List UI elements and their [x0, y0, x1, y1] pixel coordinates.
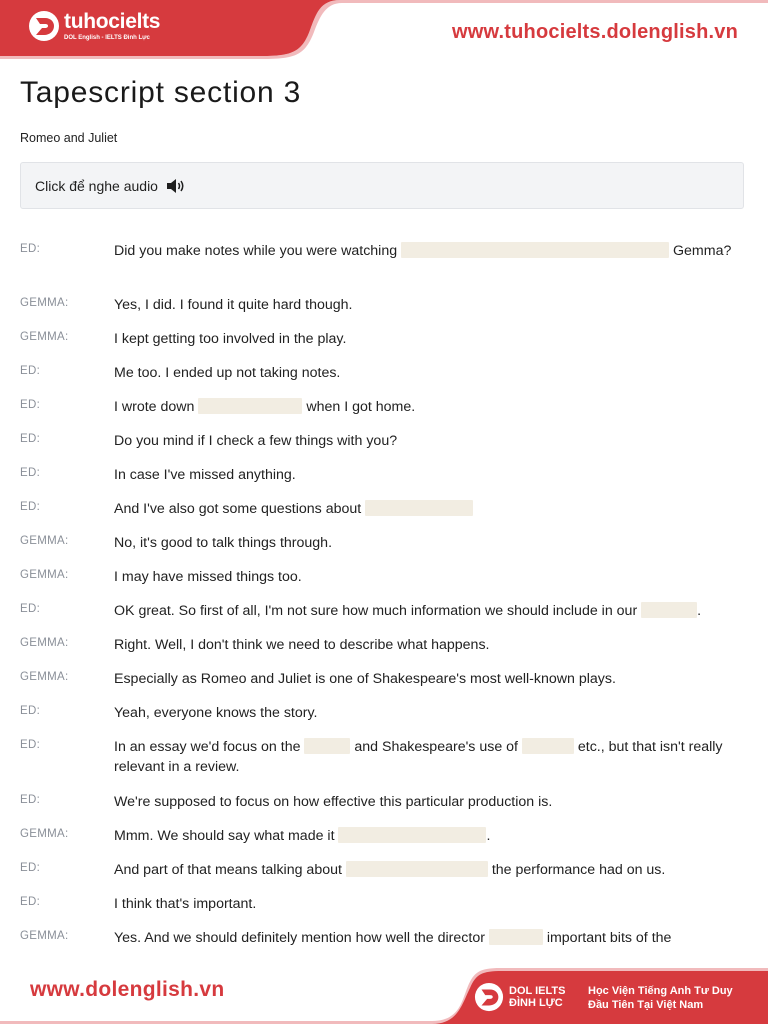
dialogue-text: [114, 792, 734, 812]
speaker-label: GEMMA:: [20, 535, 69, 547]
speaker-label: ED:: [20, 862, 41, 874]
dialogue-text-segment: Yes, I did. I found it quite hard though.: [114, 297, 353, 313]
dialogue-text-segment: Mmm. We should say what made it: [114, 828, 339, 844]
audio-label: Click để nghe audio: [35, 177, 158, 194]
footer-brand[interactable]: [474, 982, 565, 1012]
answer-blank[interactable]: [489, 929, 543, 945]
dialogue-text-segment: Gemma?: [669, 243, 732, 259]
speaker-label: ED:: [20, 433, 41, 445]
dialogue-text-segment: the performance had on us.: [487, 862, 666, 878]
page-header: [0, 0, 768, 60]
answer-blank[interactable]: [522, 738, 574, 754]
footer-tagline: [588, 984, 733, 1012]
dialogue-text: [114, 635, 734, 655]
dialogue-text-segment: when I got home.: [302, 399, 416, 415]
speaker-icon: [166, 178, 186, 194]
dialogue-text: [114, 669, 734, 689]
dialogue-text-segment: Yes. And we should definitely mention how well the director: [114, 930, 489, 946]
dialogue-text-segment: We're supposed to focus on how effective this particular production is.: [114, 794, 553, 810]
answer-blank[interactable]: [346, 861, 488, 877]
speaker-label: ED:: [20, 603, 41, 615]
dialogue-text: [114, 601, 734, 621]
brand-name: tuhocielts: [64, 9, 161, 33]
dialogue-text-segment: I think that's important.: [114, 896, 257, 912]
dialogue-text: [114, 928, 734, 948]
speaker-label: GEMMA:: [20, 828, 69, 840]
dialogue-text-segment: In case I've missed anything.: [114, 467, 296, 483]
speaker-label: ED:: [20, 794, 41, 806]
footer-brand-line2: ĐÌNH LỰC: [509, 997, 563, 1009]
page-subtitle: Romeo and Juliet: [20, 131, 118, 145]
dol-logo-icon: [28, 10, 60, 42]
dialogue-text: [114, 363, 734, 383]
dialogue-text-segment: .: [697, 603, 702, 619]
audio-play-button[interactable]: [20, 162, 744, 209]
dialogue-text-segment: important bits of the: [542, 930, 672, 946]
dialogue-text: [114, 737, 734, 777]
page-title: Tapescript section 3: [20, 76, 302, 109]
dialogue-text-segment: Yeah, everyone knows the story.: [114, 705, 318, 721]
dol-logo-icon: [474, 982, 504, 1012]
dialogue-text-segment: No, it's good to talk things through.: [114, 535, 333, 551]
dialogue-text: [114, 703, 734, 723]
dialogue-text-segment: And part of that means talking about: [114, 862, 346, 878]
dialogue-text: [114, 329, 734, 349]
dialogue-text-segment: Did you make notes while you were watching: [114, 243, 402, 259]
header-website-link[interactable]: www.tuhocielts.dolenglish.vn: [452, 21, 738, 43]
answer-blank[interactable]: [365, 500, 473, 516]
speaker-label: ED:: [20, 501, 41, 513]
dialogue-text-segment: OK great. So first of all, I'm not sure how much information we should include in our: [114, 603, 642, 619]
dialogue-text: [114, 431, 734, 451]
brand-logo-group[interactable]: [28, 10, 160, 42]
dialogue-text: [114, 894, 734, 914]
footer-brand-line1: DOL IELTS: [509, 985, 566, 997]
speaker-label: GEMMA:: [20, 331, 69, 343]
dialogue-text-segment: I wrote down: [114, 399, 199, 415]
dialogue-text: [114, 860, 734, 880]
page-footer: [0, 960, 768, 1024]
dialogue-text-segment: Me too. I ended up not taking notes.: [114, 365, 341, 381]
speaker-label: ED:: [20, 365, 41, 377]
dialogue-text-segment: I may have missed things too.: [114, 569, 302, 585]
dialogue-text: [114, 567, 734, 587]
dialogue-text: [114, 533, 734, 553]
dialogue-text-segment: .: [486, 828, 491, 844]
footer-tagline-line1: Học Viện Tiếng Anh Tư Duy: [588, 985, 733, 997]
speaker-label: GEMMA:: [20, 671, 69, 683]
answer-blank[interactable]: [198, 398, 302, 414]
dialogue-text: [114, 826, 734, 846]
answer-blank[interactable]: [338, 827, 486, 843]
speaker-label: ED:: [20, 896, 41, 908]
answer-blank[interactable]: [401, 242, 669, 258]
answer-blank[interactable]: [304, 738, 350, 754]
speaker-label: GEMMA:: [20, 297, 69, 309]
speaker-label: ED:: [20, 739, 41, 751]
dialogue-text-segment: In an essay we'd focus on the: [114, 739, 305, 755]
speaker-label: ED:: [20, 705, 41, 717]
speaker-label: GEMMA:: [20, 569, 69, 581]
dialogue-text-segment: Especially as Romeo and Juliet is one of Shakespeare's most well-known plays.: [114, 671, 616, 687]
dialogue-text: [114, 241, 734, 261]
answer-blank[interactable]: [641, 602, 697, 618]
speaker-label: GEMMA:: [20, 637, 69, 649]
speaker-label: ED:: [20, 467, 41, 479]
dialogue-text: [114, 499, 734, 519]
dialogue-text-segment: etc., but that isn't really relevant in a review.: [114, 739, 723, 775]
footer-website-link[interactable]: www.dolenglish.vn: [30, 978, 225, 1001]
dialogue-text-segment: Do you mind if I check a few things with you?: [114, 433, 398, 449]
speaker-label: ED:: [20, 399, 41, 411]
dialogue-text-segment: Right. Well, I don't think we need to describe what happens.: [114, 637, 490, 653]
speaker-label: ED:: [20, 243, 41, 255]
dialogue-text-segment: And I've also got some questions about: [114, 501, 366, 517]
speaker-label: GEMMA:: [20, 930, 69, 942]
brand-subtitle: DOL English - IELTS Đình Lực: [64, 34, 150, 41]
footer-tagline-line2: Đầu Tiên Tại Việt Nam: [588, 999, 704, 1011]
dialogue-text-segment: I kept getting too involved in the play.: [114, 331, 347, 347]
dialogue-text: [114, 397, 734, 417]
dialogue-text: [114, 465, 734, 485]
dialogue-text: [114, 295, 734, 315]
dialogue-text-segment: and Shakespeare's use of: [350, 739, 522, 755]
